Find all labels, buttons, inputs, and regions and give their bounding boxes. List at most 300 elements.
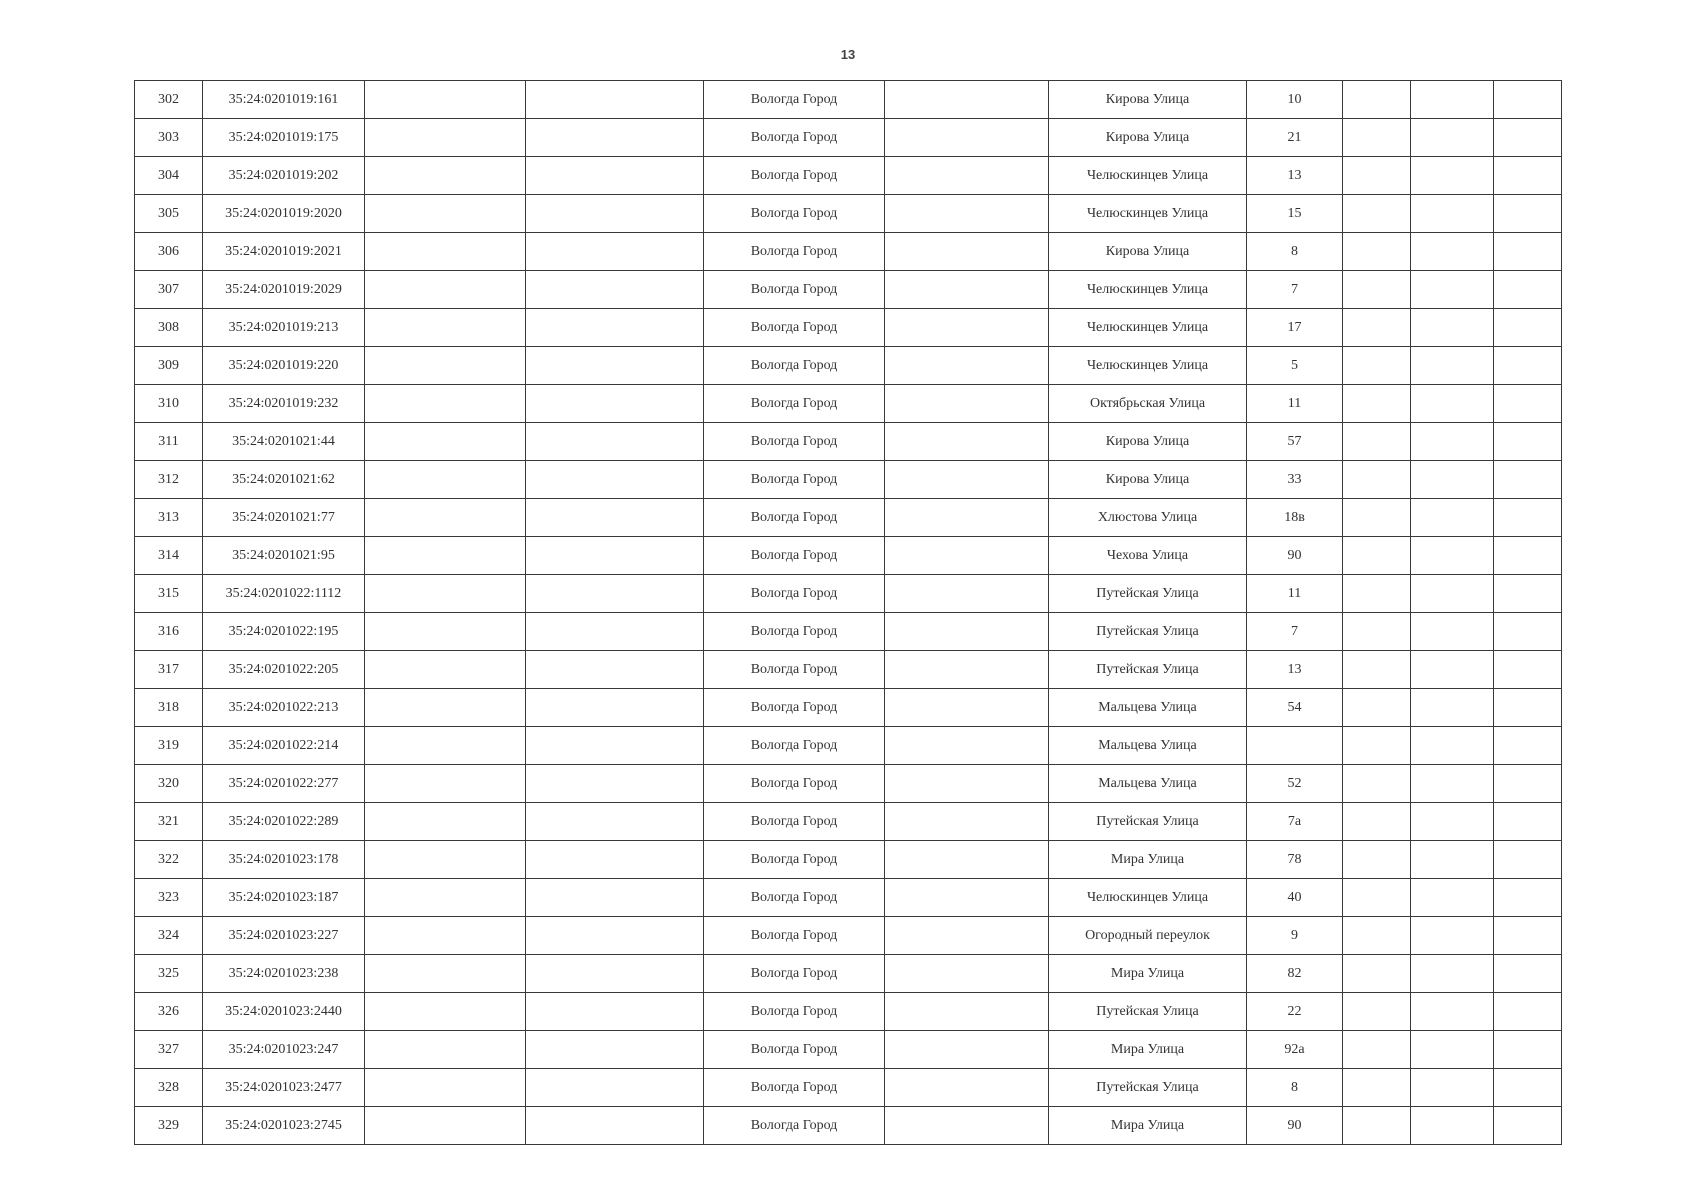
empty-cell <box>1343 157 1411 195</box>
empty-cell <box>526 1107 704 1145</box>
house-number-cell: 9 <box>1247 917 1343 955</box>
empty-cell <box>526 1069 704 1107</box>
empty-cell <box>885 461 1049 499</box>
cadastral-number-cell: 35:24:0201022:1112 <box>203 575 365 613</box>
street-cell: Мальцева Улица <box>1049 689 1247 727</box>
empty-cell <box>885 613 1049 651</box>
street-cell: Челюскинцев Улица <box>1049 195 1247 233</box>
city-cell: Вологда Город <box>704 1069 885 1107</box>
table-row <box>135 993 1562 1031</box>
city-cell: Вологда Город <box>704 423 885 461</box>
table-row <box>135 917 1562 955</box>
street-cell: Челюскинцев Улица <box>1049 347 1247 385</box>
house-number-cell: 8 <box>1247 1069 1343 1107</box>
empty-cell <box>365 803 526 841</box>
empty-cell <box>1411 271 1494 309</box>
empty-cell <box>885 917 1049 955</box>
empty-cell <box>365 879 526 917</box>
empty-cell <box>1411 347 1494 385</box>
street-cell: Кирова Улица <box>1049 233 1247 271</box>
house-number-cell: 33 <box>1247 461 1343 499</box>
empty-cell <box>365 689 526 727</box>
row-number-cell: 308 <box>135 309 203 347</box>
empty-cell <box>885 993 1049 1031</box>
empty-cell <box>1343 955 1411 993</box>
row-number-cell: 322 <box>135 841 203 879</box>
table-row <box>135 727 1562 765</box>
empty-cell <box>1494 879 1562 917</box>
empty-cell <box>1343 917 1411 955</box>
empty-cell <box>1494 993 1562 1031</box>
empty-cell <box>365 613 526 651</box>
empty-cell <box>1343 537 1411 575</box>
cadastral-number-cell: 35:24:0201022:213 <box>203 689 365 727</box>
row-number-cell: 304 <box>135 157 203 195</box>
city-cell: Вологда Город <box>704 157 885 195</box>
empty-cell <box>1343 765 1411 803</box>
empty-cell <box>365 537 526 575</box>
empty-cell <box>1343 651 1411 689</box>
empty-cell <box>885 499 1049 537</box>
empty-cell <box>365 727 526 765</box>
empty-cell <box>885 1031 1049 1069</box>
row-number-cell: 309 <box>135 347 203 385</box>
cadastral-number-cell: 35:24:0201023:2440 <box>203 993 365 1031</box>
street-cell: Кирова Улица <box>1049 81 1247 119</box>
empty-cell <box>365 119 526 157</box>
empty-cell <box>1343 233 1411 271</box>
empty-cell <box>365 271 526 309</box>
city-cell: Вологда Город <box>704 309 885 347</box>
empty-cell <box>1411 423 1494 461</box>
empty-cell <box>526 727 704 765</box>
empty-cell <box>885 347 1049 385</box>
empty-cell <box>526 309 704 347</box>
table-row <box>135 119 1562 157</box>
empty-cell <box>1343 803 1411 841</box>
empty-cell <box>1411 1107 1494 1145</box>
table-row <box>135 347 1562 385</box>
empty-cell <box>885 841 1049 879</box>
empty-cell <box>1343 1031 1411 1069</box>
empty-cell <box>526 651 704 689</box>
city-cell: Вологда Город <box>704 727 885 765</box>
empty-cell <box>885 879 1049 917</box>
empty-cell <box>1411 157 1494 195</box>
empty-cell <box>1343 1107 1411 1145</box>
empty-cell <box>885 233 1049 271</box>
empty-cell <box>526 461 704 499</box>
empty-cell <box>1494 119 1562 157</box>
house-number-cell: 92а <box>1247 1031 1343 1069</box>
empty-cell <box>1343 347 1411 385</box>
empty-cell <box>1494 309 1562 347</box>
row-number-cell: 323 <box>135 879 203 917</box>
row-number-cell: 307 <box>135 271 203 309</box>
table-row <box>135 1069 1562 1107</box>
row-number-cell: 329 <box>135 1107 203 1145</box>
house-number-cell: 7а <box>1247 803 1343 841</box>
city-cell: Вологда Город <box>704 651 885 689</box>
row-number-cell: 319 <box>135 727 203 765</box>
row-number-cell: 303 <box>135 119 203 157</box>
row-number-cell: 324 <box>135 917 203 955</box>
empty-cell <box>1494 1107 1562 1145</box>
empty-cell <box>1343 993 1411 1031</box>
table-row <box>135 157 1562 195</box>
house-number-cell: 78 <box>1247 841 1343 879</box>
row-number-cell: 313 <box>135 499 203 537</box>
empty-cell <box>1411 461 1494 499</box>
empty-cell <box>885 423 1049 461</box>
row-number-cell: 311 <box>135 423 203 461</box>
empty-cell <box>526 423 704 461</box>
row-number-cell: 306 <box>135 233 203 271</box>
empty-cell <box>365 461 526 499</box>
empty-cell <box>1411 385 1494 423</box>
empty-cell <box>1343 385 1411 423</box>
empty-cell <box>365 309 526 347</box>
city-cell: Вологда Город <box>704 499 885 537</box>
empty-cell <box>1411 955 1494 993</box>
street-cell: Мальцева Улица <box>1049 727 1247 765</box>
table-row <box>135 803 1562 841</box>
city-cell: Вологда Город <box>704 1031 885 1069</box>
empty-cell <box>1494 347 1562 385</box>
empty-cell <box>526 537 704 575</box>
empty-cell <box>1411 1031 1494 1069</box>
empty-cell <box>1494 1069 1562 1107</box>
empty-cell <box>885 81 1049 119</box>
city-cell: Вологда Город <box>704 879 885 917</box>
cadastral-number-cell: 35:24:0201022:195 <box>203 613 365 651</box>
house-number-cell: 11 <box>1247 575 1343 613</box>
empty-cell <box>1343 195 1411 233</box>
empty-cell <box>885 727 1049 765</box>
cadastral-number-cell: 35:24:0201023:227 <box>203 917 365 955</box>
house-number-cell: 90 <box>1247 1107 1343 1145</box>
city-cell: Вологда Город <box>704 347 885 385</box>
city-cell: Вологда Город <box>704 1107 885 1145</box>
cadastral-number-cell: 35:24:0201019:175 <box>203 119 365 157</box>
city-cell: Вологда Город <box>704 993 885 1031</box>
empty-cell <box>1411 119 1494 157</box>
registry-table-body <box>135 81 1562 1145</box>
empty-cell <box>1494 385 1562 423</box>
empty-cell <box>885 385 1049 423</box>
empty-cell <box>1494 727 1562 765</box>
cadastral-number-cell: 35:24:0201019:213 <box>203 309 365 347</box>
table-row <box>135 955 1562 993</box>
empty-cell <box>1411 309 1494 347</box>
row-number-cell: 327 <box>135 1031 203 1069</box>
city-cell: Вологда Город <box>704 81 885 119</box>
empty-cell <box>1494 233 1562 271</box>
cadastral-number-cell: 35:24:0201022:289 <box>203 803 365 841</box>
house-number-cell: 13 <box>1247 157 1343 195</box>
table-row <box>135 309 1562 347</box>
street-cell: Мира Улица <box>1049 1031 1247 1069</box>
cadastral-number-cell: 35:24:0201019:2020 <box>203 195 365 233</box>
cadastral-number-cell: 35:24:0201021:95 <box>203 537 365 575</box>
empty-cell <box>526 157 704 195</box>
empty-cell <box>1411 537 1494 575</box>
empty-cell <box>365 841 526 879</box>
table-row <box>135 575 1562 613</box>
city-cell: Вологда Город <box>704 575 885 613</box>
empty-cell <box>1343 119 1411 157</box>
empty-cell <box>1494 157 1562 195</box>
cadastral-number-cell: 35:24:0201023:187 <box>203 879 365 917</box>
cadastral-number-cell: 35:24:0201019:202 <box>203 157 365 195</box>
empty-cell <box>365 157 526 195</box>
street-cell: Челюскинцев Улица <box>1049 879 1247 917</box>
empty-cell <box>885 119 1049 157</box>
empty-cell <box>526 993 704 1031</box>
empty-cell <box>1494 271 1562 309</box>
empty-cell <box>526 233 704 271</box>
empty-cell <box>526 385 704 423</box>
city-cell: Вологда Город <box>704 689 885 727</box>
empty-cell <box>1494 499 1562 537</box>
empty-cell <box>526 81 704 119</box>
empty-cell <box>526 879 704 917</box>
empty-cell <box>365 1031 526 1069</box>
empty-cell <box>885 765 1049 803</box>
empty-cell <box>1494 765 1562 803</box>
empty-cell <box>1494 537 1562 575</box>
empty-cell <box>1494 917 1562 955</box>
empty-cell <box>1411 689 1494 727</box>
cadastral-number-cell: 35:24:0201021:44 <box>203 423 365 461</box>
empty-cell <box>1494 841 1562 879</box>
city-cell: Вологда Город <box>704 955 885 993</box>
house-number-cell: 13 <box>1247 651 1343 689</box>
empty-cell <box>1411 917 1494 955</box>
street-cell: Челюскинцев Улица <box>1049 157 1247 195</box>
street-cell: Чехова Улица <box>1049 537 1247 575</box>
empty-cell <box>365 195 526 233</box>
street-cell: Челюскинцев Улица <box>1049 309 1247 347</box>
street-cell: Мира Улица <box>1049 955 1247 993</box>
empty-cell <box>885 1069 1049 1107</box>
table-row <box>135 385 1562 423</box>
house-number-cell: 11 <box>1247 385 1343 423</box>
cadastral-number-cell: 35:24:0201019:2021 <box>203 233 365 271</box>
house-number-cell: 17 <box>1247 309 1343 347</box>
empty-cell <box>1494 423 1562 461</box>
empty-cell <box>885 195 1049 233</box>
street-cell: Путейская Улица <box>1049 1069 1247 1107</box>
city-cell: Вологда Город <box>704 385 885 423</box>
empty-cell <box>1411 81 1494 119</box>
empty-cell <box>526 841 704 879</box>
empty-cell <box>1343 727 1411 765</box>
table-row <box>135 233 1562 271</box>
empty-cell <box>1411 841 1494 879</box>
empty-cell <box>1411 613 1494 651</box>
cadastral-number-cell: 35:24:0201019:220 <box>203 347 365 385</box>
table-row <box>135 841 1562 879</box>
house-number-cell: 22 <box>1247 993 1343 1031</box>
row-number-cell: 318 <box>135 689 203 727</box>
house-number-cell <box>1247 727 1343 765</box>
empty-cell <box>885 955 1049 993</box>
empty-cell <box>1494 81 1562 119</box>
empty-cell <box>526 1031 704 1069</box>
empty-cell <box>1343 841 1411 879</box>
row-number-cell: 325 <box>135 955 203 993</box>
street-cell: Мира Улица <box>1049 841 1247 879</box>
empty-cell <box>526 499 704 537</box>
table-row <box>135 613 1562 651</box>
empty-cell <box>526 347 704 385</box>
empty-cell <box>1494 803 1562 841</box>
empty-cell <box>526 917 704 955</box>
cadastral-number-cell: 35:24:0201019:2029 <box>203 271 365 309</box>
cadastral-number-cell: 35:24:0201023:178 <box>203 841 365 879</box>
empty-cell <box>1343 613 1411 651</box>
cadastral-number-cell: 35:24:0201019:232 <box>203 385 365 423</box>
empty-cell <box>1411 765 1494 803</box>
table-row <box>135 499 1562 537</box>
empty-cell <box>1411 727 1494 765</box>
house-number-cell: 15 <box>1247 195 1343 233</box>
street-cell: Огородный переулок <box>1049 917 1247 955</box>
empty-cell <box>1343 423 1411 461</box>
street-cell: Челюскинцев Улица <box>1049 271 1247 309</box>
empty-cell <box>365 917 526 955</box>
row-number-cell: 321 <box>135 803 203 841</box>
row-number-cell: 314 <box>135 537 203 575</box>
table-row <box>135 461 1562 499</box>
empty-cell <box>365 765 526 803</box>
cadastral-number-cell: 35:24:0201023:2477 <box>203 1069 365 1107</box>
city-cell: Вологда Город <box>704 765 885 803</box>
empty-cell <box>526 689 704 727</box>
empty-cell <box>1494 613 1562 651</box>
empty-cell <box>1411 499 1494 537</box>
empty-cell <box>1343 309 1411 347</box>
empty-cell <box>365 81 526 119</box>
street-cell: Октябрьская Улица <box>1049 385 1247 423</box>
table-row <box>135 879 1562 917</box>
empty-cell <box>885 1107 1049 1145</box>
empty-cell <box>885 157 1049 195</box>
house-number-cell: 57 <box>1247 423 1343 461</box>
empty-cell <box>365 385 526 423</box>
city-cell: Вологда Город <box>704 917 885 955</box>
row-number-cell: 305 <box>135 195 203 233</box>
empty-cell <box>1411 651 1494 689</box>
street-cell: Путейская Улица <box>1049 613 1247 651</box>
city-cell: Вологда Город <box>704 195 885 233</box>
cadastral-number-cell: 35:24:0201022:277 <box>203 765 365 803</box>
empty-cell <box>1343 271 1411 309</box>
empty-cell <box>885 537 1049 575</box>
empty-cell <box>1411 879 1494 917</box>
street-cell: Кирова Улица <box>1049 461 1247 499</box>
row-number-cell: 302 <box>135 81 203 119</box>
city-cell: Вологда Город <box>704 461 885 499</box>
empty-cell <box>365 993 526 1031</box>
cadastral-number-cell: 35:24:0201023:247 <box>203 1031 365 1069</box>
empty-cell <box>365 651 526 689</box>
table-row <box>135 689 1562 727</box>
row-number-cell: 326 <box>135 993 203 1031</box>
city-cell: Вологда Город <box>704 119 885 157</box>
city-cell: Вологда Город <box>704 271 885 309</box>
house-number-cell: 7 <box>1247 613 1343 651</box>
empty-cell <box>365 1107 526 1145</box>
table-row <box>135 423 1562 461</box>
empty-cell <box>1343 1069 1411 1107</box>
row-number-cell: 315 <box>135 575 203 613</box>
empty-cell <box>526 119 704 157</box>
empty-cell <box>526 271 704 309</box>
house-number-cell: 52 <box>1247 765 1343 803</box>
house-number-cell: 82 <box>1247 955 1343 993</box>
empty-cell <box>526 765 704 803</box>
street-cell: Мира Улица <box>1049 1107 1247 1145</box>
row-number-cell: 316 <box>135 613 203 651</box>
empty-cell <box>1494 575 1562 613</box>
empty-cell <box>1343 689 1411 727</box>
empty-cell <box>1411 1069 1494 1107</box>
cadastral-number-cell: 35:24:0201021:62 <box>203 461 365 499</box>
empty-cell <box>1494 1031 1562 1069</box>
city-cell: Вологда Город <box>704 613 885 651</box>
table-row <box>135 81 1562 119</box>
house-number-cell: 5 <box>1247 347 1343 385</box>
row-number-cell: 320 <box>135 765 203 803</box>
city-cell: Вологда Город <box>704 233 885 271</box>
table-row <box>135 1107 1562 1145</box>
house-number-cell: 90 <box>1247 537 1343 575</box>
empty-cell <box>885 271 1049 309</box>
house-number-cell: 40 <box>1247 879 1343 917</box>
empty-cell <box>365 955 526 993</box>
empty-cell <box>1494 955 1562 993</box>
table-row <box>135 1031 1562 1069</box>
page-number: 13 <box>840 47 856 62</box>
empty-cell <box>885 651 1049 689</box>
empty-cell <box>1343 879 1411 917</box>
empty-cell <box>1343 81 1411 119</box>
empty-cell <box>1494 689 1562 727</box>
house-number-cell: 21 <box>1247 119 1343 157</box>
city-cell: Вологда Город <box>704 803 885 841</box>
empty-cell <box>1411 195 1494 233</box>
cadastral-number-cell: 35:24:0201019:161 <box>203 81 365 119</box>
street-cell: Кирова Улица <box>1049 423 1247 461</box>
cadastral-number-cell: 35:24:0201022:214 <box>203 727 365 765</box>
empty-cell <box>885 575 1049 613</box>
house-number-cell: 54 <box>1247 689 1343 727</box>
empty-cell <box>526 195 704 233</box>
house-number-cell: 8 <box>1247 233 1343 271</box>
empty-cell <box>365 233 526 271</box>
empty-cell <box>365 499 526 537</box>
street-cell: Хлюстова Улица <box>1049 499 1247 537</box>
empty-cell <box>1411 803 1494 841</box>
cadastral-number-cell: 35:24:0201022:205 <box>203 651 365 689</box>
cadastral-number-cell: 35:24:0201023:2745 <box>203 1107 365 1145</box>
empty-cell <box>1343 575 1411 613</box>
empty-cell <box>1494 195 1562 233</box>
house-number-cell: 18в <box>1247 499 1343 537</box>
street-cell: Путейская Улица <box>1049 575 1247 613</box>
